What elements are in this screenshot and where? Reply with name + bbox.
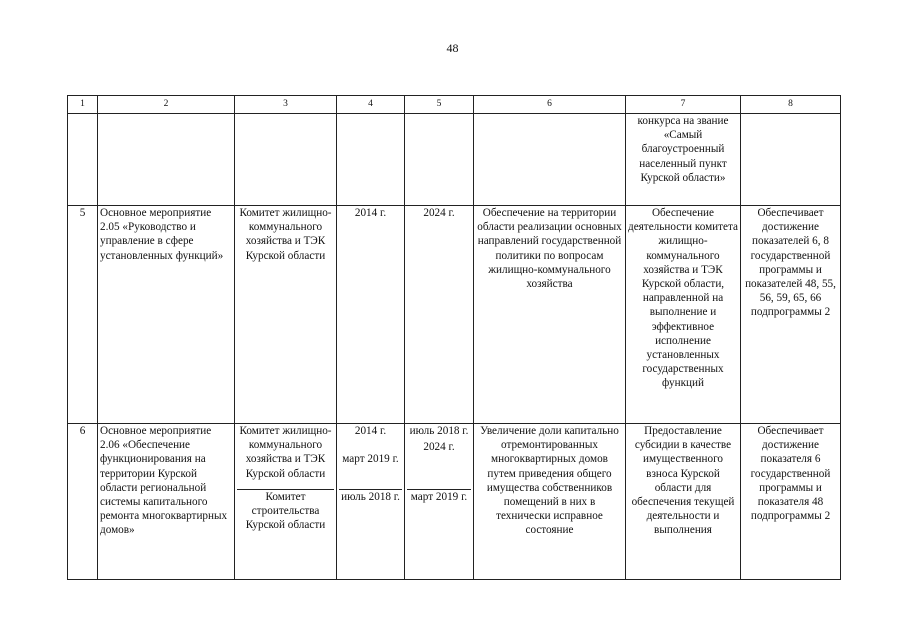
header-col-7: 7 [626, 96, 741, 114]
cell-end-date-split [405, 424, 474, 580]
cell-empty [235, 114, 337, 206]
cell-executor-split [235, 424, 337, 580]
header-col-6: 6 [474, 96, 626, 114]
end-date-1: июль 2018 г. [409, 425, 469, 437]
cell-expected-result: Увеличение доли капитально отремонтированных многоквартирных домов путем приведения общего имущества собственников помещений в них в технически исправное состояние [474, 424, 626, 580]
cell-empty [405, 114, 474, 206]
executor-construction-committee: Комитет строительства Курской области [245, 491, 326, 532]
cell-expected-result: Обеспечение на территории области реализации основных направлений государственной политики по вопросам жилищно-коммунального хозяйства [474, 206, 626, 424]
start-date-group [339, 424, 402, 490]
program-table [67, 95, 841, 580]
start-date-2: март 2019 г. [342, 453, 399, 466]
cell-empty [68, 114, 98, 206]
end-date-2: 2024 г. [423, 441, 455, 454]
header-col-2: 2 [98, 96, 235, 114]
cell-indicator-link: Обеспечивает достижение показателей 6, 8 государственной программы и показателей 48, 55, 56, 59, 65, 66 подпрограммы 2 [741, 206, 841, 424]
table-row-6 [68, 424, 841, 580]
executor-housing-committee: Комитет жилищно-коммунального хозяйства и ТЭК Курской области [237, 424, 334, 490]
end-date-3: март 2019 г. [410, 491, 468, 503]
end-date-group [407, 424, 471, 490]
header-col-8: 8 [741, 96, 841, 114]
cell-main-directions: Предоставление субсидии в качестве имущественного взноса Курской области для обеспечения текущей деятельности и выполнения [626, 424, 741, 580]
header-col-4: 4 [337, 96, 405, 114]
cell-event-name: Основное мероприятие 2.06 «Обеспечение функционирования на территории Курской области региональной системы капитального ремонта многоквартирных домов» [98, 424, 235, 580]
header-col-1: 1 [68, 96, 98, 114]
cell-directions-continued: конкурса на звание «Самый благоустроенный населенный пункт Курской области» [626, 114, 741, 206]
cell-empty [474, 114, 626, 206]
cell-empty [98, 114, 235, 206]
cell-end-date: 2024 г. [405, 206, 474, 424]
cell-start-date-split [337, 424, 405, 580]
cell-empty [337, 114, 405, 206]
cell-empty [741, 114, 841, 206]
cell-main-directions: Обеспечение деятельности комитета жилищно-коммунального хозяйства и ТЭК Курской области, направленной на выполнение и эффективное исполнение установленных государственных функций [626, 206, 741, 424]
header-col-5: 5 [405, 96, 474, 114]
table-row-continued [68, 114, 841, 206]
start-date-3: июль 2018 г. [341, 491, 400, 503]
cell-event-name: Основное мероприятие 2.05 «Руководство и управление в сфере установленных функций» [98, 206, 235, 424]
cell-start-date: 2014 г. [337, 206, 405, 424]
cell-row-number: 6 [68, 424, 98, 580]
cell-row-number: 5 [68, 206, 98, 424]
cell-indicator-link: Обеспечивает достижение показателя 6 государственной программы и показателя 48 подпрограммы 2 [741, 424, 841, 580]
table-header-row [68, 96, 841, 114]
header-col-3: 3 [235, 96, 337, 114]
page-number: 48 [446, 41, 459, 55]
table-row-5 [68, 206, 841, 424]
start-date-1: 2014 г. [354, 425, 387, 437]
cell-executor: Комитет жилищно-коммунального хозяйства и ТЭК Курской области [235, 206, 337, 424]
